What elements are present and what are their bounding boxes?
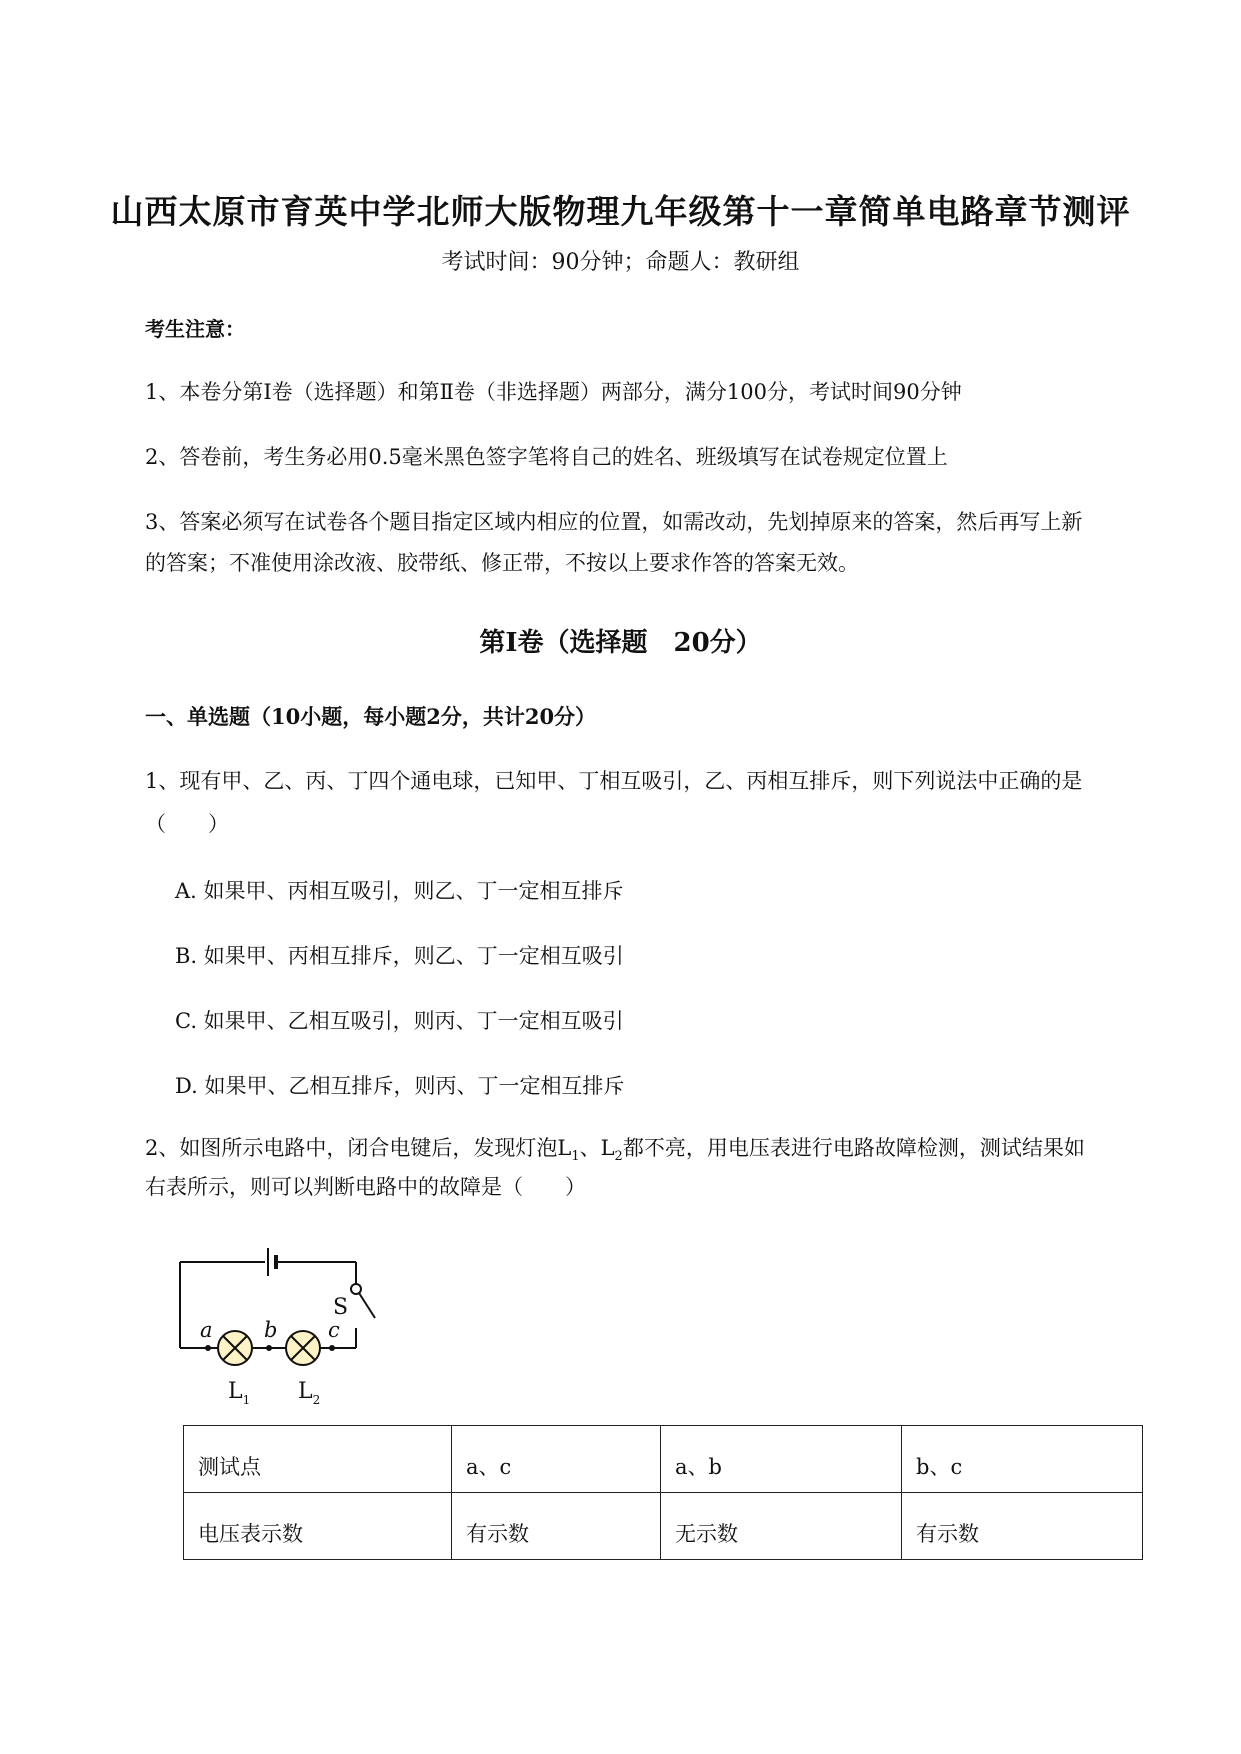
notice-item: 1、本卷分第Ⅰ卷（选择题）和第Ⅱ卷（非选择题）两部分，满分100分，考试时间90分钟 <box>145 380 962 404</box>
question-2-stem-start: 2、如图所示电路中，闭合电键后，发现灯泡 <box>145 1136 558 1160</box>
point-c-label: c <box>328 1318 340 1342</box>
lamp-l2-ref: $L_2$ <box>600 1136 623 1165</box>
switch-pivot <box>351 1284 361 1294</box>
question-2-stem-line2: 右表所示，则可以判断电路中的故障是（ ） <box>145 1175 586 1199</box>
table-cell: 测试点 <box>184 1426 452 1493</box>
table-cell: 无示数 <box>661 1493 902 1560</box>
lamp-l2-label: $L_2$ <box>298 1379 321 1407</box>
question-1-stem: 1、现有甲、乙、丙、丁四个通电球，已知甲、丁相互吸引，乙、丙相互排斥，则下列说法中正确的是 <box>145 769 1083 793</box>
notice-item: 的答案；不准使用涂改液、胶带纸、修正带，不按以上要求作答的答案无效。 <box>145 551 859 575</box>
results-table <box>183 1425 1143 1560</box>
junction-c <box>329 1345 335 1351</box>
table-cell: 有示数 <box>452 1493 661 1560</box>
lamp-l1-symbol <box>218 1331 252 1365</box>
page-title: 山西太原市育英中学北师大版物理九年级第十一章简单电路章节测评 <box>110 192 1131 231</box>
junction-a <box>205 1345 211 1351</box>
table-cell: a、c <box>452 1426 661 1493</box>
lamp-l2-symbol <box>286 1331 320 1365</box>
switch-label: S <box>333 1295 349 1320</box>
junction-b <box>266 1345 272 1351</box>
part-title: 一、单选题（10小题，每小题2分，共计20分） <box>145 704 597 729</box>
question-1-option-c: C. 如果甲、乙相互吸引，则丙、丁一定相互吸引 <box>175 1009 624 1033</box>
notice-heading: 考生注意： <box>145 317 245 341</box>
circuit-diagram <box>170 1240 390 1415</box>
question-1-option-a: A. 如果甲、丙相互吸引，则乙、丁一定相互排斥 <box>175 879 624 903</box>
table-cell: 电压表示数 <box>184 1493 452 1560</box>
lamp-l1-ref: $L_1$ <box>557 1136 580 1165</box>
question-1-blank: （ ） <box>145 812 229 836</box>
switch-lever <box>359 1293 375 1318</box>
table-cell: b、c <box>902 1426 1143 1493</box>
table-cell: a、b <box>661 1426 902 1493</box>
section-title: 第Ⅰ卷（选择题 20分） <box>479 628 762 658</box>
table-cell: 有示数 <box>902 1493 1143 1560</box>
notice-item: 3、答案必须写在试卷各个题目指定区域内相应的位置，如需改动，先划掉原来的答案，然后再写上新 <box>145 510 1083 534</box>
exam-info: 考试时间：90分钟；命题人：教研组 <box>441 250 800 275</box>
question-1-option-b: B. 如果甲、丙相互排斥，则乙、丁一定相互吸引 <box>175 944 624 968</box>
point-a-label: a <box>200 1318 213 1342</box>
notice-item: 2、答卷前，考生务必用0.5毫米黑色签字笔将自己的姓名、班级填写在试卷规定位置上 <box>145 445 948 469</box>
table-row <box>184 1426 1143 1493</box>
question-1-option-d: D. 如果甲、乙相互排斥，则丙、丁一定相互排斥 <box>175 1074 625 1098</box>
table-row <box>184 1493 1143 1560</box>
question-2-stem: 2、如图所示电路中，闭合电键后，发现灯泡$L_1$、$L_2$都不亮，用电压表进行电路故障检测，测试结果如 <box>145 1136 1085 1165</box>
point-b-label: b <box>264 1318 278 1342</box>
lamp-l1-label: $L_1$ <box>228 1379 251 1407</box>
question-2-stem-end: 都不亮，用电压表进行电路故障检测，测试结果如 <box>622 1136 1085 1160</box>
